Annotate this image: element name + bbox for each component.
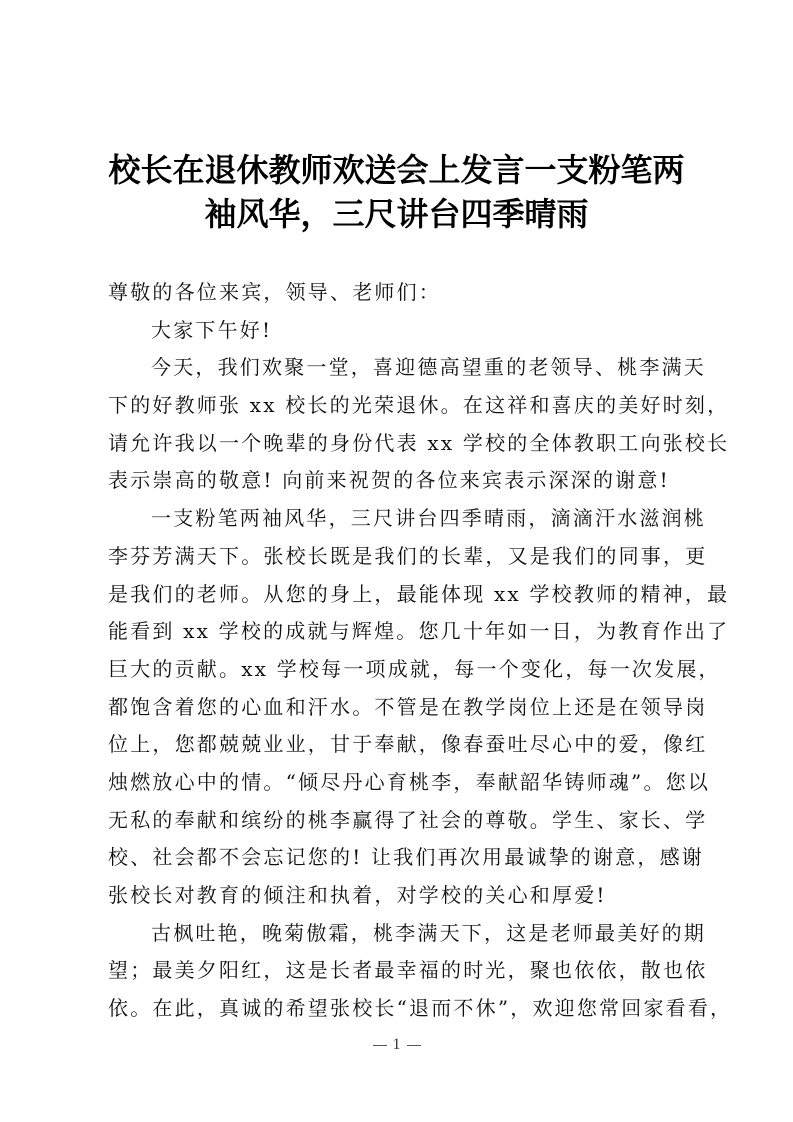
body-line: 今天，我们欢聚一堂，喜迎德高望重的老领导、桃李满天 [151,355,706,380]
body-line: 无私的奉献和缤纷的桃李赢得了社会的尊敬。学生、家长、学 [108,807,708,832]
page-number: 1 [392,1036,401,1053]
body-line: 表示崇高的敬意! 向前来祝贺的各位来宾表示深深的谢意! [108,468,670,493]
body-line: 都饱含着您的心血和汗水。不管是在教学岗位上还是在领导岗 [108,694,708,719]
title-line-2: 袖风华，三尺讲台四季晴雨 [204,195,589,233]
body-line: 望；最美夕阳红，这是长者最幸福的时光，聚也依依，散也依 [108,958,708,983]
body-line: 巨大的贡献。xx 学校每一项成就，每一个变化，每一次发展， [108,656,721,681]
body-line: 是我们的老师。从您的身上，最能体现 xx 学校教师的精神，最 [108,581,730,606]
body-line: 张校长对教育的倾注和执着，对学校的关心和厚爱! [108,883,607,907]
body-line: 一支粉笔两袖风华，三尺讲台四季晴雨，滴滴汗水滋润桃 [151,506,706,531]
body-line: 烛燃放心中的情。“倾尽丹心育桃李，奉献韶华铸师魂”。您以 [108,769,711,794]
document-title [90,148,703,236]
body-line: 李芬芳满天下。张校长既是我们的长辈，又是我们的同事，更 [108,543,708,568]
document-body [108,274,733,1028]
body-line: 请允许我以一个晚辈的身份代表 xx 学校的全体教职工向张校长 [108,430,730,455]
body-line: 能看到 xx 学校的成就与辉煌。您几十年如一日，为教育作出了 [108,619,730,644]
page-footer [0,1036,793,1054]
body-line: 校、社会都不会忘记您的! 让我们再次用最诚挚的谢意，感谢 [108,845,704,870]
body-line: 大家下午好! [151,317,273,342]
footer-dash-right [407,1045,421,1046]
body-line: 位上，您都兢兢业业，甘于奉献，像春蚕吐尽心中的爱，像红 [108,732,708,757]
footer-dash-left [373,1045,387,1046]
body-line: 古枫吐艳，晚菊傲霜，桃李满天下，这是老师最美好的期 [151,920,706,945]
body-line: 尊敬的各位来宾，领导、老师们： [108,280,441,304]
title-line-1: 校长在退休教师欢送会上发言一支粉笔两 [108,151,685,189]
body-line: 下的好教师张 xx 校长的光荣退休。在这祥和喜庆的美好时刻， [108,393,730,418]
body-line: 依。在此，真诚的希望张校长“退而不休”，欢迎您常回家看看， [108,996,733,1021]
